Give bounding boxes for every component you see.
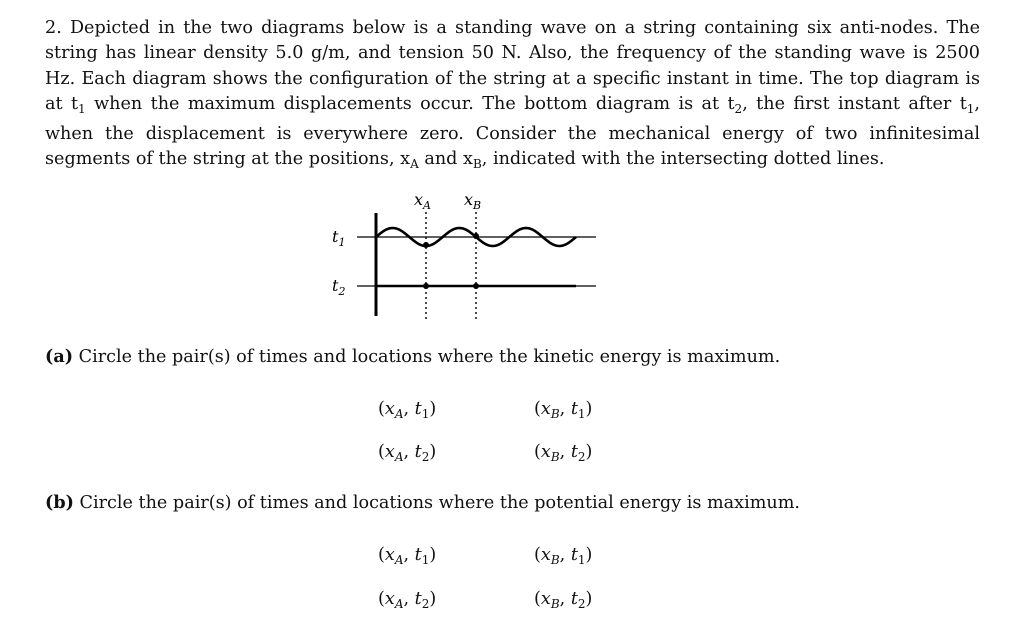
problem-statement: 2. Depicted in the two diagrams below is a standing wave on a string containing six anti-nodes. The string has linear density 5.0 g/m, and tension 50 N. Also, the frequency of the standing wave is 2500 Hz. Each diagram shows the configuration of the string at a specific instant in time. The top diagram is at $t_1$ when the maximum displacements occur. The bottom diagram is at $t_2$, the first instant after $t_1$, when the displacement is everywhere zero. Consider the mechanical energy of two infinitesimal segments of the string at the positions, $x_A$ and $x_B$, indicated with the intersecting dotted lines. bbox=[45, 18, 980, 172]
part-a-label: (a) bbox=[45, 346, 74, 367]
label-xa: $x_A$ bbox=[414, 190, 431, 212]
part-a-option-xa-t2[interactable]: ($x_A$, $t_2$) bbox=[378, 442, 437, 464]
part-b-option-xb-t2[interactable]: ($x_B$, $t_2$) bbox=[534, 589, 593, 611]
part-b-option-xb-t1[interactable]: ($x_B$, $t_1$) bbox=[534, 545, 593, 567]
part-b-question bbox=[45, 492, 800, 513]
problem-intro: Depicted in the two diagrams below is a standing wave on a string containing six anti-nodes. The string has linear density 5.0 g/m, and tension 50 N. Also, the frequency of the standing wave is 2500 Hz. Each diagram shows the configuration of the string at a specific instant in time. The top diagram is at t bbox=[45, 18, 980, 114]
label-t2: $t_2$ bbox=[332, 276, 346, 298]
xa-t1-point bbox=[423, 242, 429, 248]
part-b-text: Circle the pair(s) of times and locations where the potential energy is maximum. bbox=[79, 493, 800, 513]
part-a-question bbox=[45, 346, 780, 367]
label-xb: $x_B$ bbox=[464, 190, 482, 212]
part-a-option-xa-t1[interactable]: ($x_A$, $t_1$) bbox=[378, 399, 437, 421]
part-b-option-xa-t2[interactable]: ($x_A$, $t_2$) bbox=[378, 589, 437, 611]
xb-t2-point bbox=[473, 283, 479, 289]
part-b-option-xa-t1[interactable]: ($x_A$, $t_1$) bbox=[378, 545, 437, 567]
part-a-option-xb-t2[interactable]: ($x_B$, $t_2$) bbox=[534, 442, 593, 464]
part-a-text: Circle the pair(s) of times and locations where the kinetic energy is maximum. bbox=[78, 347, 781, 367]
problem-number: 2. bbox=[45, 18, 62, 38]
part-a-option-xb-t1[interactable]: ($x_B$, $t_1$) bbox=[534, 399, 593, 421]
part-b-label: (b) bbox=[45, 492, 74, 513]
label-t1: $t_1$ bbox=[332, 227, 346, 249]
xa-t2-point bbox=[423, 283, 429, 289]
xb-t1-point bbox=[473, 233, 479, 239]
